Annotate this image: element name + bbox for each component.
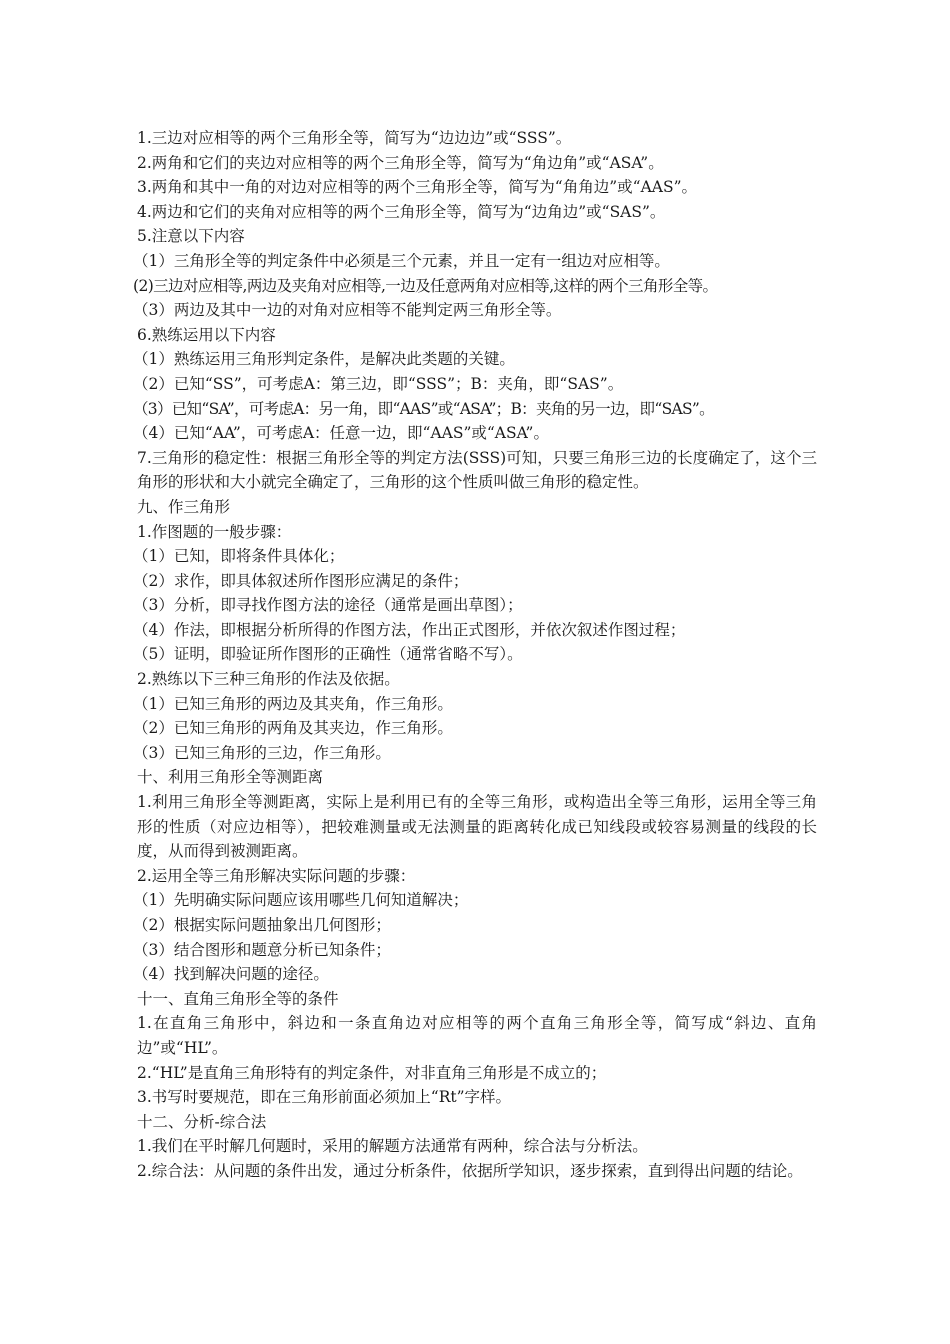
list-item: （1）已知三角形的两边及其夹角，作三角形。: [133, 694, 453, 713]
section-heading: 2.熟练以下三种三角形的作法及依据。: [137, 670, 400, 689]
list-item: （3）分析，即寻找作图方法的途径（通常是画出草图）；: [133, 596, 523, 615]
list-item: （3）已知“SA”，可考虑A：另一角，即“AAS”或“ASA”；B：夹角的另一边，即“SAS”。: [133, 399, 714, 418]
text-line: 2.“HL”是直角三角形特有的判定条件，对非直角三角形是不成立的；: [137, 1063, 607, 1082]
list-item: （3）已知三角形的三边，作三角形。: [133, 743, 391, 762]
list-item: （1）三角形全等的判定条件中必须是三个元素，并且一定有一组边对应相等。: [133, 251, 670, 270]
chapter-heading: 十一、直角三角形全等的条件: [137, 989, 339, 1008]
section-heading: 5.注意以下内容: [137, 227, 245, 246]
text-line: 4.两边和它们的夹角对应相等的两个三角形全等，简写为“边角边”或“SAS”。: [137, 202, 666, 221]
text-line: 1.三边对应相等的两个三角形全等，简写为“边边边”或“SSS”。: [137, 129, 572, 147]
text-line: 1.我们在平时解几何题时，采用的解题方法通常有两种，综合法与分析法。: [137, 1137, 648, 1156]
chapter-heading: 九、作三角形: [137, 497, 231, 516]
list-item: （4）已知“AA”，可考虑A：任意一边，即“AAS”或“ASA”。: [133, 424, 549, 443]
list-item: （1）先明确实际问题应该用哪些几何知道解决；: [133, 891, 469, 910]
text-line: 3.两角和其中一角的对边对应相等的两个三角形全等，简写为“角角边”或“AAS”。: [137, 178, 697, 197]
list-item: (2)三边对应相等,两边及夹角对应相等,一边及任意两角对应相等,这样的两个三角形全等。: [133, 276, 718, 295]
list-item: （4）找到解决问题的途径。: [133, 965, 329, 984]
list-item: （2）已知三角形的两角及其夹边，作三角形。: [133, 719, 453, 738]
list-item: （4）作法，即根据分析所得的作图方法，作出正式图形，并依次叙述作图过程；: [133, 620, 686, 639]
list-item: （3）结合图形和题意分析已知条件；: [133, 940, 391, 959]
list-item: （1）熟练运用三角形判定条件，是解决此类题的关键。: [133, 350, 515, 369]
section-heading: 1.作图题的一般步骤：: [137, 522, 292, 541]
section-heading: 2.运用全等三角形解决实际问题的步骤：: [137, 866, 416, 885]
section-heading: 6.熟练运用以下内容: [137, 325, 276, 344]
list-item: （2）求作，即具体叙述所作图形应满足的条件；: [133, 571, 469, 590]
list-item: （2）已知“SS”，可考虑A：第三边，即“SSS”；B：夹角，即“SAS”。: [133, 374, 624, 393]
paragraph: 1.在直角三角形中，斜边和一条直角边对应相等的两个直角三角形全等，简写成“斜边、直角边”或“HL”。: [137, 1014, 817, 1057]
chapter-heading: 十二、分析-综合法: [137, 1112, 267, 1131]
chapter-heading: 十、利用三角形全等测距离: [137, 768, 324, 787]
list-item: （3）两边及其中一边的对角对应相等不能判定两三角形全等。: [133, 301, 562, 320]
text-line: 2.两角和它们的夹边对应相等的两个三角形全等，简写为“角边角”或“ASA”。: [137, 153, 664, 172]
text-line: 3.书写时要规范，即在三角形前面必须加上“Rt”字样。: [137, 1088, 512, 1107]
list-item: （1）已知，即将条件具体化；: [133, 547, 345, 566]
list-item: （2）根据实际问题抽象出几何图形；: [133, 916, 391, 934]
paragraph: 7.三角形的稳定性：根据三角形全等的判定方法(SSS)可知，只要三角形三边的长度确定了，这个三角形的形状和大小就完全确定了，三角形的这个性质叫做三角形的稳定性。: [137, 448, 817, 492]
paragraph: 2.综合法：从问题的条件出发，通过分析条件，依据所学知识，逐步探索，直到得出问题的结论。: [137, 1161, 803, 1180]
paragraph: 1.利用三角形全等测距离，实际上是利用已有的全等三角形，或构造出全等三角形，运用全等三角形的性质（对应边相等），把较难测量或无法测量的距离转化成已知线段或较容易测量的线段的长度，从而得到被测距离。: [137, 793, 817, 861]
list-item: （5）证明，即验证所作图形的正确性（通常省略不写）。: [133, 645, 523, 664]
document-body: [133, 126, 817, 1184]
